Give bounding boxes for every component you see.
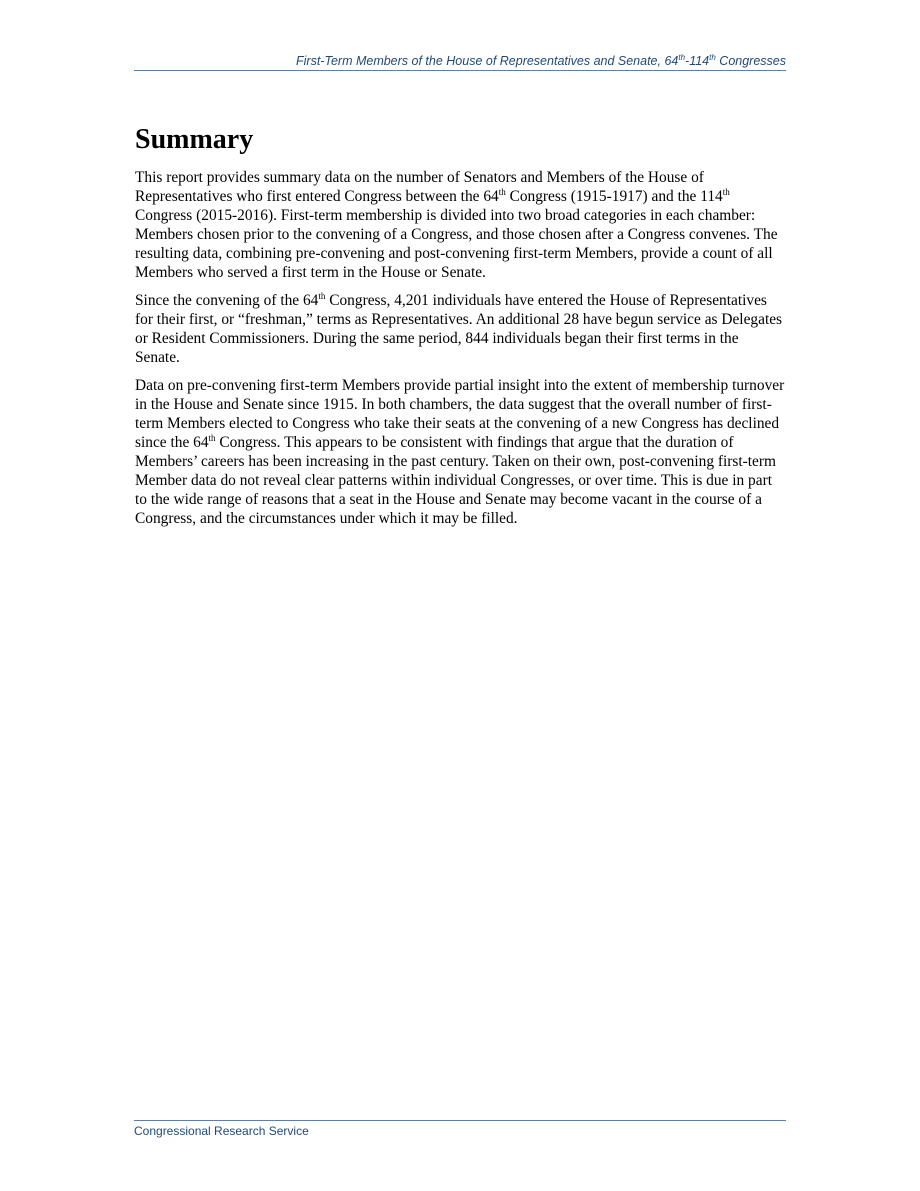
paragraph-text: This report provides summary data on the number of Senators and Members of the House of Representatives who first entered Congress between the 64 bbox=[135, 169, 704, 205]
paragraph-text: Congress, 4,201 individuals have entered the House of Representatives for their first, or “freshman,” terms as Representatives. An additional 28 have begun service as Delegates or Resident Commissioners. During the same period, 844 individuals began their first terms in the Senate. bbox=[135, 292, 783, 366]
paragraph-text: Since the convening of the 64 bbox=[135, 292, 319, 309]
summary-paragraph-3 bbox=[135, 376, 787, 528]
paragraph-text: Congress (2015-2016). First-term membership is divided into two broad categories in each chamber: Members chosen prior to the convening of a Congress, and those chosen after a Congress convenes. The resulting data, combining pre-convening and post-convening first-term Members, provide a count of all Members who served a first term in the House or Senate. bbox=[135, 207, 778, 281]
footer-text: Congressional Research Service bbox=[134, 1124, 309, 1138]
header-title-part: First-Term Members of the House of Representatives and Senate, 64 bbox=[296, 54, 679, 68]
paragraph-text: Congress. This appears to be consistent with findings that argue that the duration of Members’ careers has been increasing in the past century. Taken on their own, post-convening first-term Member data do not reveal clear patterns within individual Congresses, or over time. This is due in part to the wide range of reasons that a seat in the House and Senate may become vacant in the course of a Congress, and the circumstances under which it may be filled. bbox=[135, 434, 776, 527]
superscript: th bbox=[722, 186, 730, 197]
header-superscript: th bbox=[709, 52, 716, 62]
running-footer bbox=[134, 1120, 786, 1138]
running-header bbox=[134, 52, 786, 71]
header-superscript: th bbox=[678, 52, 686, 62]
header-title bbox=[296, 54, 786, 68]
superscript: th bbox=[498, 186, 506, 197]
summary-paragraph-2 bbox=[135, 291, 787, 367]
header-title-part: -114 bbox=[685, 54, 710, 68]
header-title-part: Congresses bbox=[715, 54, 786, 68]
superscript: th bbox=[208, 432, 216, 443]
paragraph-text: Data on pre-convening first-term Members provide partial insight into the extent of membership turnover in the House and Senate since 1915. In both chambers, the data suggest that the overall number of first-term Members elected to Congress who take their seats at the convening of a new Congress has declined since the 64 bbox=[135, 377, 785, 451]
section-heading: Summary bbox=[135, 124, 254, 155]
superscript: th bbox=[318, 290, 326, 301]
paragraph-text: Congress (1915-1917) and the 114 bbox=[505, 188, 723, 205]
main-content bbox=[135, 122, 787, 537]
summary-paragraph-1 bbox=[135, 168, 787, 282]
